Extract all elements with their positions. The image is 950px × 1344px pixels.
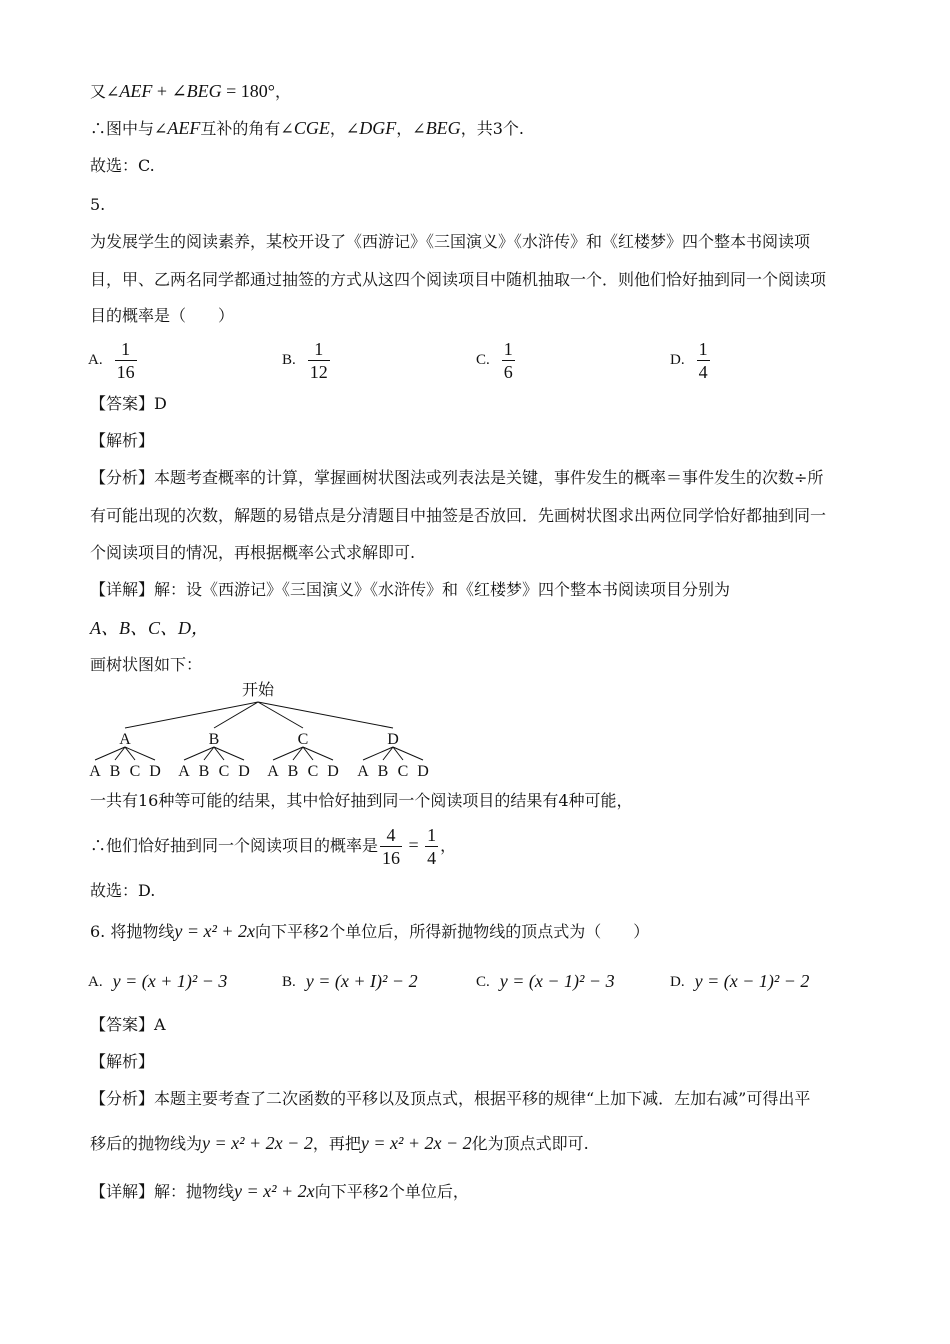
q6-option-d <box>670 971 809 992</box>
question-5-number: 5. <box>90 195 106 214</box>
question-5-text: 为发展学生的阅读素养，某校开设了《西游记》《三国演义》《水浒传》和《红楼梦》四个整本书阅读项 <box>90 232 811 251</box>
q5-detail-letters: A、B、C、D， <box>90 618 209 638</box>
math-expr: y = x² + 2x <box>174 921 256 941</box>
q6-analysis-heading: 【解析】 <box>90 1052 155 1071</box>
text: = <box>404 835 424 855</box>
option-label: C. <box>476 352 490 368</box>
q6-analysis-text: 【分析】本题主要考查了二次函数的平移以及顶点式，根据平移的规律“上加下减．左加右减”可得出平 <box>90 1089 811 1108</box>
option-label: D. <box>670 352 685 368</box>
fraction <box>502 338 515 383</box>
text: ∴他们恰好抽到同一个阅读项目的概率是 <box>90 836 379 855</box>
tree-root-label: 开始 <box>241 682 275 699</box>
numerator: 4 <box>380 824 402 847</box>
math-expr: y = x² + 2x − 2 <box>360 1133 472 1153</box>
math-expr: y = x² + 2x <box>234 1181 315 1201</box>
q6-option-c <box>476 971 615 992</box>
q6-option-a <box>88 971 227 992</box>
tree-node-d: D <box>387 731 399 748</box>
tree-leaf-d-d: D <box>417 763 429 780</box>
tree-diagram <box>80 678 450 784</box>
tree-leaf-d-c: C <box>397 763 409 780</box>
fraction <box>380 824 402 869</box>
tree-leaf-c-a: A <box>267 763 279 780</box>
option-label: B. <box>282 352 296 368</box>
denominator: 4 <box>698 362 708 382</box>
q5-analysis-text: 有可能出现的次数，解题的易错点是分清题目中抽签是否放回．先画树状图求出两位同学恰好都抽到同一 <box>90 506 827 525</box>
fraction <box>425 824 438 869</box>
text: = 180° <box>221 81 276 101</box>
denominator: 4 <box>427 848 437 868</box>
text: 【详解】解：抛物线 <box>90 1182 235 1201</box>
q5-option-b <box>282 338 332 383</box>
q5-analysis-text: 个阅读项目的情况，再根据概率公式求解即可. <box>90 543 416 562</box>
tree-leaf-a-d: D <box>149 763 161 780</box>
tree-leaf-c-d: D <box>327 763 339 780</box>
option-label: C. <box>476 974 490 990</box>
q6-detail-text <box>90 1180 469 1203</box>
q5-answer: 【答案】D <box>90 394 167 413</box>
tree-leaf-b-a: A <box>178 763 190 780</box>
text: ，∠ <box>396 119 426 138</box>
q5-option-c <box>476 338 517 383</box>
tree-node-a: A <box>119 731 131 748</box>
math-expr: y = (x − 1)² − 3 <box>499 971 615 991</box>
text: 又∠ <box>90 82 120 101</box>
fraction <box>115 338 137 383</box>
option-label: D. <box>670 974 685 990</box>
q5-option-d <box>670 338 712 383</box>
choice-line: 故选：C. <box>90 156 155 175</box>
numerator: 1 <box>115 338 137 361</box>
denominator: 12 <box>309 362 328 382</box>
q5-analysis-heading: 【解析】 <box>90 431 155 450</box>
math-aef: AEF <box>119 81 153 101</box>
option-label: A. <box>88 974 103 990</box>
math-beg: BEG <box>186 81 222 101</box>
question-5-text: 目的概率是（ ） <box>90 306 235 325</box>
math-cge: CGE <box>293 118 330 138</box>
text: + ∠ <box>152 81 187 101</box>
math-expr: y = (x − 1)² − 2 <box>694 971 810 991</box>
math-expr: y = (x + 1)² − 3 <box>112 971 228 991</box>
q5-detail-text: 画树状图如下： <box>90 655 203 674</box>
text: ∴图中与∠ <box>90 119 168 138</box>
numerator: 1 <box>698 339 708 359</box>
fraction <box>308 338 330 383</box>
tree-lines <box>95 702 423 760</box>
line-supplementary <box>90 117 524 140</box>
denominator: 16 <box>382 848 401 868</box>
tree-leaf-d-b: B <box>377 763 389 780</box>
tree-leaf-a-b: B <box>109 763 121 780</box>
text: ，∠ <box>329 119 360 138</box>
text: ， <box>275 82 292 101</box>
tree-node-c: C <box>297 731 309 748</box>
math-beg: BEG <box>425 118 461 138</box>
text: 化为顶点式即可. <box>471 1134 589 1153</box>
text: 互补的角有∠ <box>200 119 294 138</box>
numerator: 1 <box>503 339 513 359</box>
q6-option-b <box>282 971 418 992</box>
q6-analysis-text <box>90 1132 589 1155</box>
tree-labels <box>89 731 429 780</box>
q5-option-a <box>88 338 139 383</box>
denominator: 16 <box>116 362 135 382</box>
option-label: A. <box>88 352 103 368</box>
text: 6. 将抛物线 <box>90 922 175 941</box>
numerator: 1 <box>427 825 437 845</box>
text: ，共3个. <box>460 119 524 138</box>
numerator: 1 <box>308 338 330 361</box>
q5-probability-line <box>90 823 456 869</box>
tree-leaf-a-c: C <box>129 763 141 780</box>
math-expr: y = (x + I)² − 2 <box>305 971 418 991</box>
text: 移后的抛物线为 <box>90 1134 203 1153</box>
tree-branch <box>125 702 258 728</box>
q5-analysis-text: 【分析】本题考查概率的计算，掌握画树状图法或列表法是关键，事件发生的概率＝事件发生的次数÷所 <box>90 468 824 487</box>
q5-choice: 故选：D. <box>90 881 156 900</box>
math-aef: AEF <box>167 118 201 138</box>
tree-node-b: B <box>208 731 220 748</box>
text: 向下平移2个单位后，所得新抛物线的顶点式为（ ） <box>255 922 650 941</box>
tree-leaf-c-c: C <box>307 763 319 780</box>
math-dgf: DGF <box>359 118 397 138</box>
tree-leaf-b-c: C <box>218 763 230 780</box>
q6-answer: 【答案】A <box>90 1015 166 1034</box>
denominator: 6 <box>503 362 513 382</box>
tree-leaf-b-d: D <box>238 763 250 780</box>
math-expr: y = x² + 2x − 2 <box>202 1133 313 1153</box>
q5-detail-text: 【详解】解：设《西游记》《三国演义》《水浒传》和《红楼梦》四个整本书阅读项目分别为 <box>90 580 731 599</box>
line-angle-sum <box>90 80 291 103</box>
tree-leaf-a-a: A <box>89 763 101 780</box>
text: ，再把 <box>312 1134 361 1153</box>
tree-leaf-d-a: A <box>357 763 369 780</box>
tree-branch <box>258 702 393 728</box>
question-6 <box>90 920 649 943</box>
option-label: B. <box>282 974 296 990</box>
q5-detail-text: 一共有16种等可能的结果，其中恰好抽到同一个阅读项目的结果有4种可能， <box>90 791 633 810</box>
text: 向下平移2个单位后， <box>314 1182 469 1201</box>
tree-leaf-c-b: B <box>287 763 299 780</box>
fraction <box>697 338 710 383</box>
text: ， <box>440 836 457 855</box>
tree-leaf-b-b: B <box>198 763 210 780</box>
question-5-text: 目，甲、乙两名同学都通过抽签的方式从这四个阅读项目中随机抽取一个．则他们恰好抽到同一个阅读项 <box>90 270 827 289</box>
